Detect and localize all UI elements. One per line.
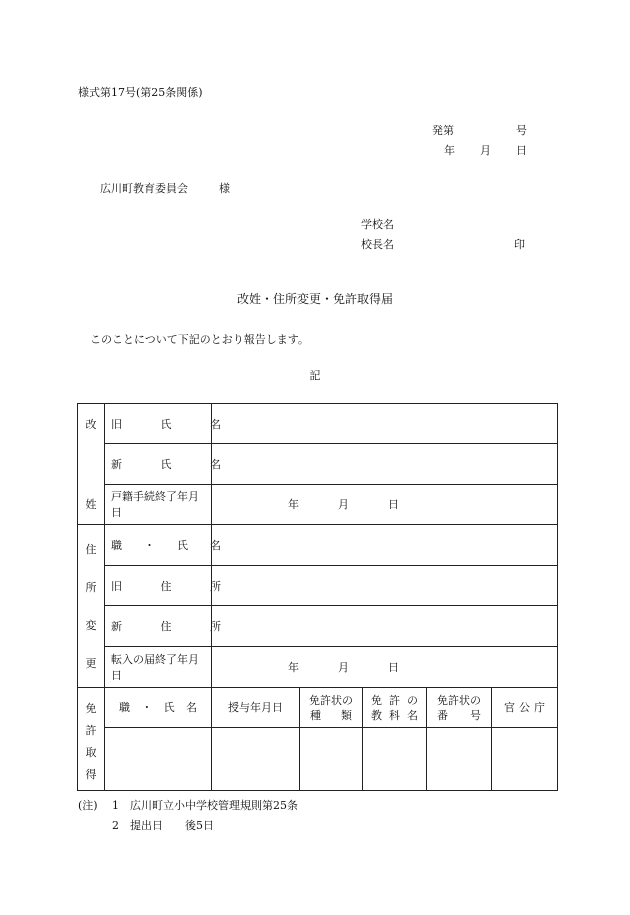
notes-prefix: (注)	[78, 799, 98, 812]
field-koseki-date[interactable]	[212, 484, 558, 524]
field-job-name[interactable]	[212, 525, 558, 566]
move-year: 年	[288, 661, 299, 674]
field-license-type[interactable]	[300, 728, 363, 791]
section-kaisei-char: 改	[85, 418, 97, 431]
addressee: 広川町教育委員会	[100, 182, 188, 195]
section-menkyo-char: 免	[85, 702, 97, 715]
doc-number-prefix: 発第	[432, 124, 454, 137]
date-day: 日	[516, 144, 527, 157]
section-jusho-char: 更	[85, 657, 97, 670]
date-month: 月	[480, 144, 491, 157]
field-old-address[interactable]	[212, 566, 558, 606]
move-day: 日	[388, 661, 399, 674]
field-new-address[interactable]	[212, 606, 558, 647]
report-form-table	[77, 403, 558, 791]
section-menkyo-char: 得	[85, 768, 97, 781]
header-office: 官 公 庁	[492, 688, 558, 728]
field-old-name[interactable]	[212, 404, 558, 444]
field-license-grant-date[interactable]	[212, 728, 300, 791]
seal-mark: 印	[514, 238, 525, 251]
label-old-name: 旧 氏 名	[105, 404, 212, 444]
label-new-address: 新 住 所	[105, 606, 212, 647]
header-license-type: 免許状の 種 類	[300, 688, 363, 728]
section-kaisei	[78, 404, 105, 525]
field-license-job-name[interactable]	[105, 728, 212, 791]
principal-label: 校長名	[361, 238, 394, 251]
koseki-year: 年	[288, 498, 299, 512]
field-license-subject[interactable]	[363, 728, 427, 791]
field-license-number[interactable]	[427, 728, 492, 791]
doc-number-suffix: 号	[516, 124, 527, 137]
field-license-office[interactable]	[492, 728, 558, 791]
label-move-date: 転入の届終了年月日	[105, 647, 212, 688]
section-jusho	[78, 525, 105, 688]
form-number: 様式第17号(第25条関係)	[78, 86, 203, 99]
document-title: 改姓・住所変更・免許取得届	[236, 292, 393, 306]
label-old-address: 旧 住 所	[105, 566, 212, 606]
label-new-name: 新 氏 名	[105, 444, 212, 484]
label-koseki-date: 戸籍手続終了年月日	[105, 484, 212, 524]
intro-text: このことについて下記のとおり報告します。	[90, 333, 309, 346]
koseki-day: 日	[388, 498, 399, 512]
honorific: 様	[219, 182, 230, 195]
field-move-date[interactable]	[212, 647, 558, 688]
note-item-1: 1 広川町立小中学校管理規則第25条	[112, 799, 298, 812]
koseki-month: 月	[338, 498, 349, 512]
header-subject: 免 許 の 教 科 名	[363, 688, 427, 728]
section-menkyo-char: 許	[85, 724, 97, 737]
section-menkyo-char: 取	[85, 746, 97, 759]
ki-heading: 記	[309, 369, 321, 382]
section-menkyo	[78, 688, 105, 791]
header-license-number: 免許状の 番 号	[427, 688, 492, 728]
section-jusho-char: 住	[85, 543, 97, 556]
section-kaisei-char: 姓	[85, 498, 97, 511]
section-jusho-char: 変	[85, 619, 97, 632]
date-year: 年	[444, 144, 455, 157]
field-new-name[interactable]	[212, 444, 558, 484]
header-job-name: 職 ・ 氏 名	[105, 688, 212, 728]
section-jusho-char: 所	[85, 581, 97, 594]
school-label: 学校名	[361, 218, 394, 231]
move-month: 月	[338, 661, 349, 674]
note-item-2: 2 提出日 後5日	[112, 819, 214, 832]
header-grant-date: 授与年月日	[212, 688, 300, 728]
label-job-name: 職 ・ 氏 名	[105, 525, 212, 566]
